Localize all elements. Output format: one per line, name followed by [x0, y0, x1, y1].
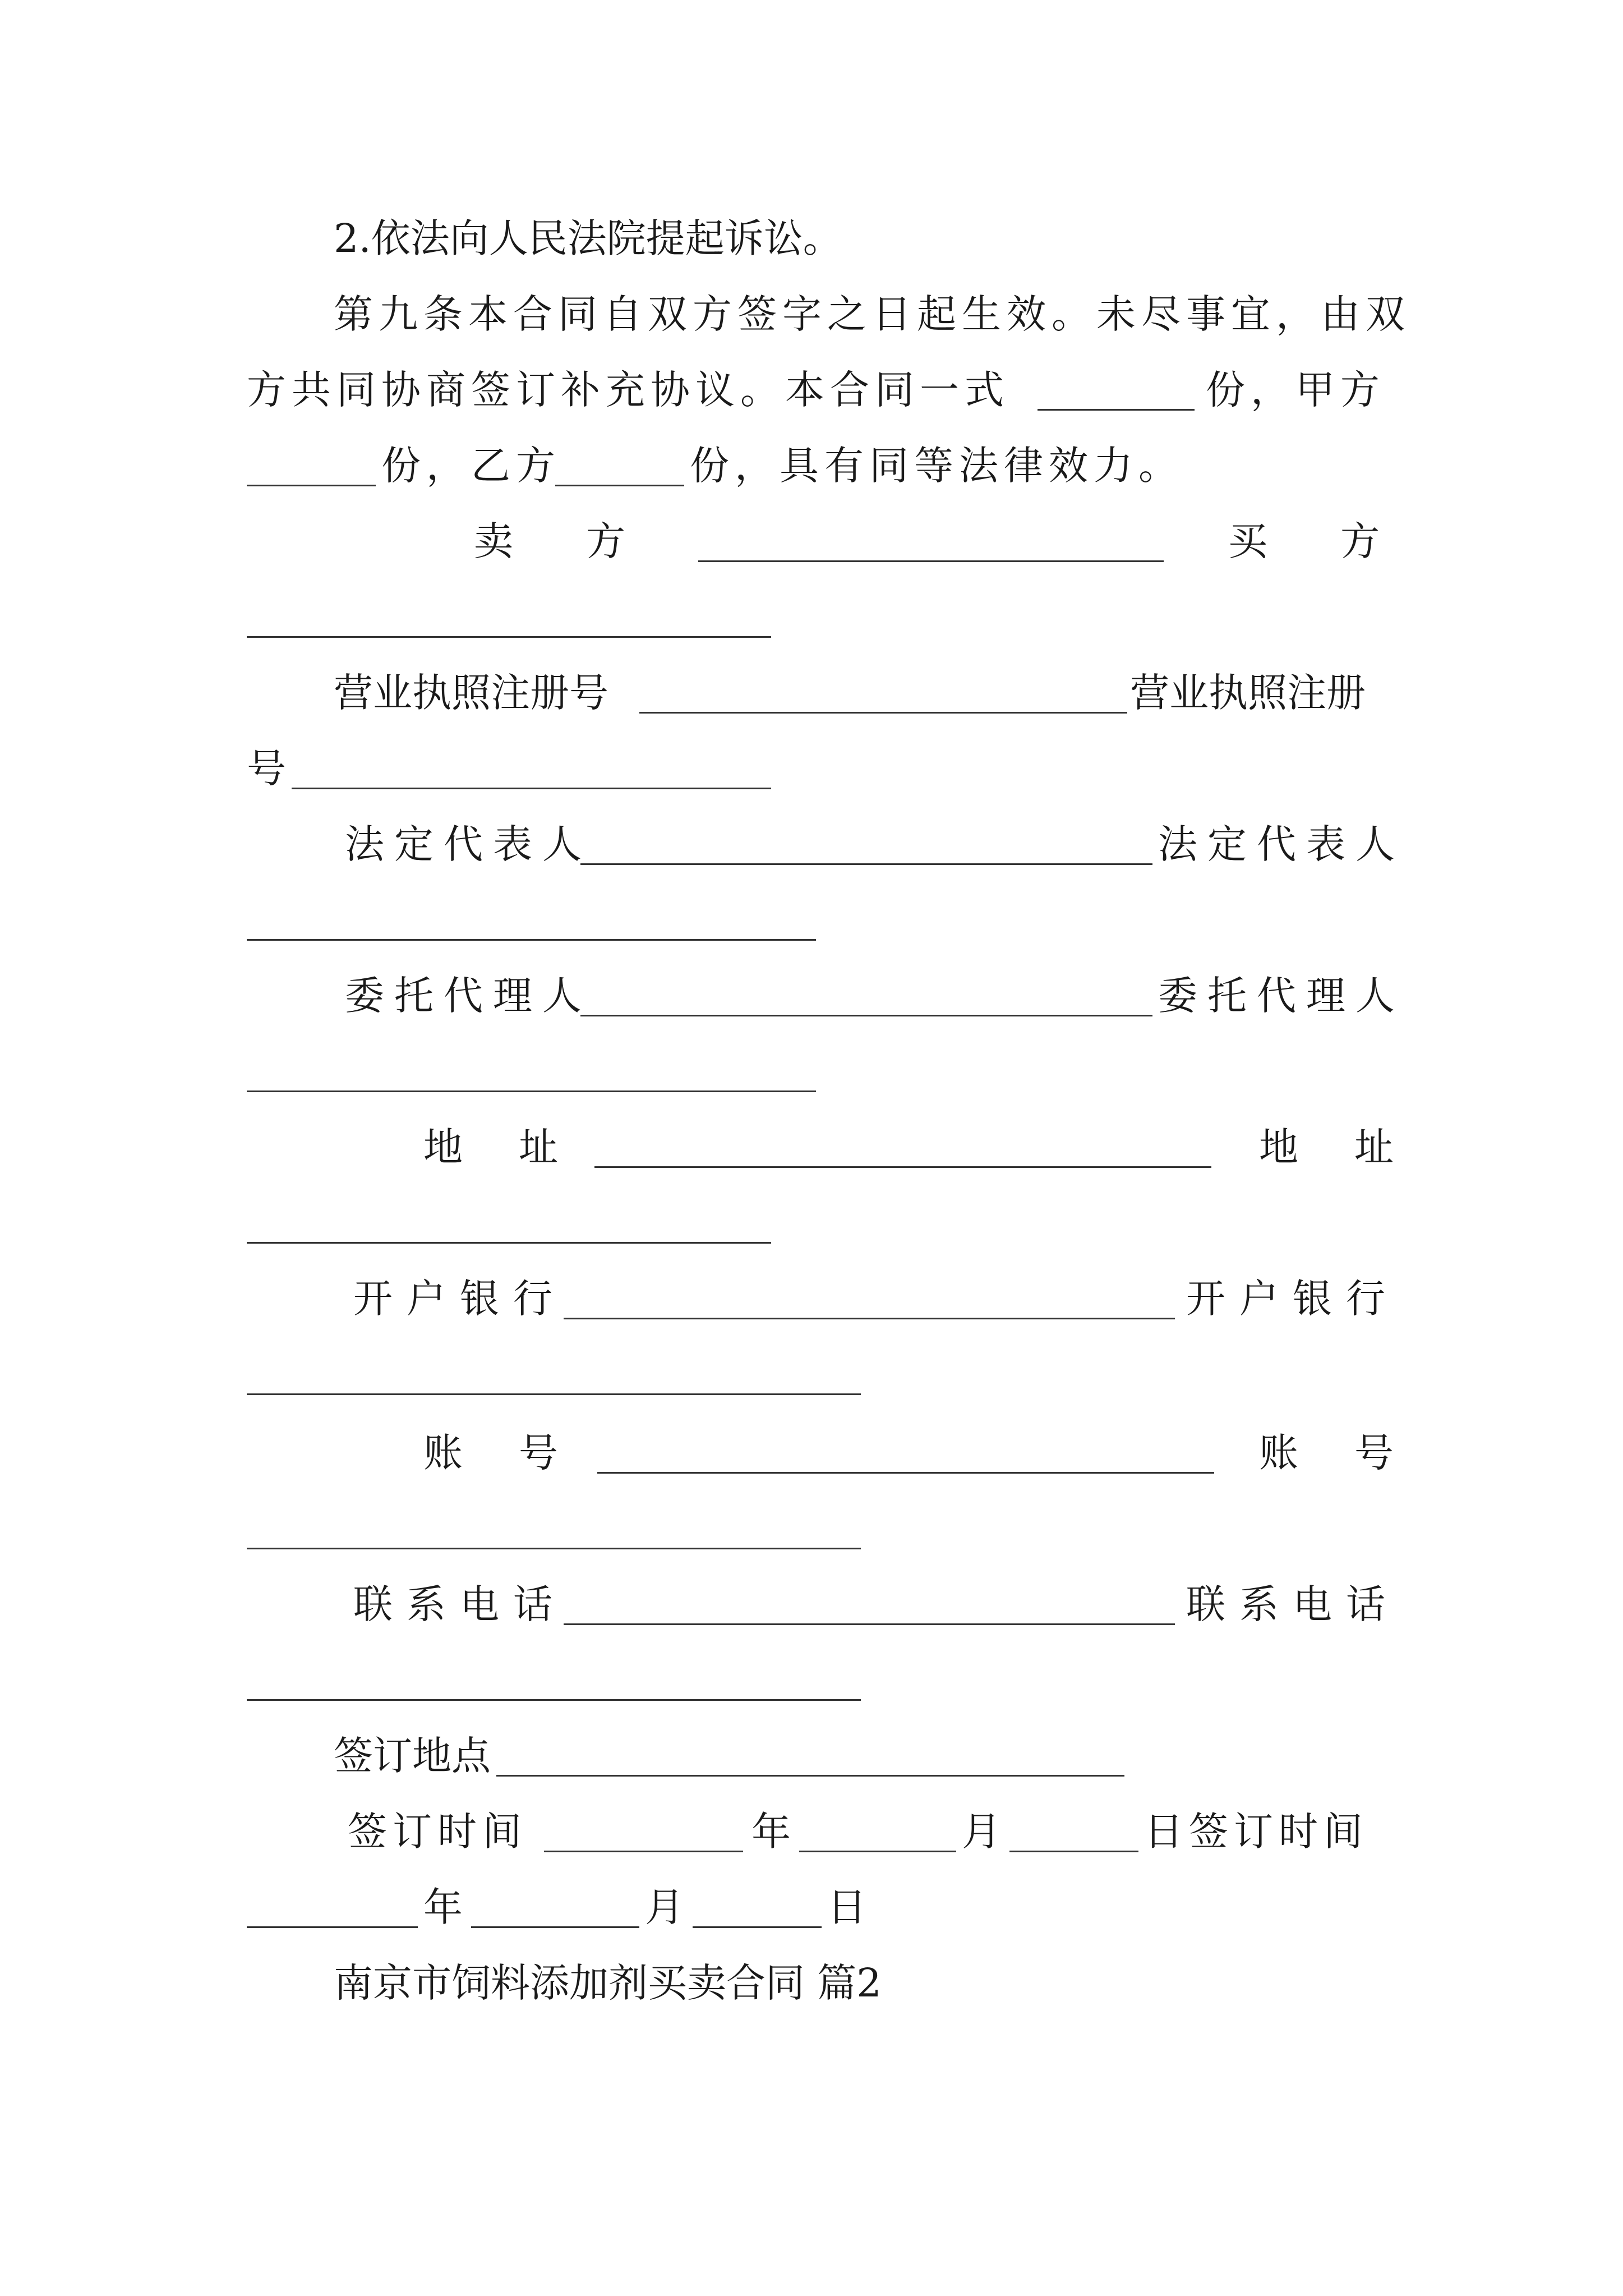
sign-day-buyer-label: 日	[827, 1884, 866, 1930]
sign-place-label: 签订地点	[334, 1733, 491, 1779]
phone-label-seller: 联系电话	[353, 1581, 566, 1627]
legal-rep-row	[0, 816, 1623, 872]
article-9-text: 方共同协商签订补充协议。本合同一式	[247, 367, 1009, 413]
account-label-buyer: 账号	[1259, 1430, 1450, 1476]
sign-year-buyer-blank	[247, 1926, 418, 1928]
sign-month-seller-label: 月	[962, 1809, 1001, 1855]
legal-rep-buyer-row	[0, 892, 1623, 948]
sign-time-buyer-row	[0, 1879, 1623, 1935]
license-buyer-blank	[292, 788, 771, 789]
account-buyer-blank	[247, 1548, 861, 1549]
bank-row	[0, 1271, 1623, 1327]
sign-month-seller-blank	[799, 1851, 956, 1852]
address-label-buyer: 地址	[1259, 1124, 1450, 1170]
article-9-text: 份，乙方	[381, 443, 561, 489]
account-buyer-row	[0, 1501, 1623, 1557]
license-row-cont	[0, 740, 1623, 797]
copies-party-b-blank	[555, 485, 684, 486]
seller-buyer-row	[0, 513, 1623, 569]
buyer-blank	[247, 636, 771, 638]
clause-text: 2.依法向人民法院提起诉讼。	[334, 215, 842, 261]
clause-item-2	[0, 210, 1623, 266]
address-label-seller: 地址	[423, 1124, 614, 1170]
address-seller-blank	[594, 1166, 1211, 1168]
address-row	[0, 1119, 1623, 1175]
legal-rep-label-seller: 法定代表人	[345, 821, 592, 867]
bank-label-buyer: 开户银行	[1186, 1276, 1399, 1322]
article-9-line-1	[0, 286, 1623, 342]
next-contract-title-row	[0, 1955, 1623, 2011]
sign-year-seller-blank	[544, 1851, 743, 1852]
article-9-text: 份，甲方	[1206, 367, 1385, 413]
agent-label-seller: 委托代理人	[345, 973, 592, 1019]
article-9-line-3	[0, 438, 1623, 494]
next-contract-title: 南京市饲料添加剂买卖合同 篇2	[334, 1960, 882, 2006]
phone-label-buyer: 联系电话	[1186, 1581, 1399, 1627]
phone-buyer-row	[0, 1652, 1623, 1708]
sign-time-label-seller: 签订时间	[348, 1809, 527, 1855]
sign-year-buyer-label: 年	[423, 1884, 463, 1930]
license-label-seller: 营业执照注册号	[334, 670, 608, 716]
bank-seller-blank	[564, 1318, 1175, 1319]
address-buyer-blank	[247, 1242, 771, 1244]
sign-day-and-buyer-time-label: 日签订时间	[1144, 1809, 1368, 1855]
account-row	[0, 1425, 1623, 1481]
article-9-text: 份，具有同等法律效力。	[690, 443, 1183, 489]
address-buyer-row	[0, 1195, 1623, 1251]
copies-total-blank	[1038, 409, 1195, 411]
bank-buyer-blank	[247, 1393, 861, 1395]
agent-row	[0, 968, 1623, 1024]
agent-seller-blank	[580, 1015, 1152, 1016]
phone-seller-blank	[564, 1623, 1175, 1625]
sign-year-seller-label: 年	[751, 1809, 791, 1855]
sign-month-buyer-blank	[471, 1926, 639, 1928]
article-9-text: 第九条本合同自双方签字之日起生效。未尽事宜，由双	[334, 291, 1410, 337]
sign-month-buyer-label: 月	[645, 1884, 684, 1930]
legal-rep-buyer-blank	[247, 939, 816, 941]
article-9-line-2	[0, 362, 1623, 418]
agent-buyer-blank	[247, 1091, 816, 1092]
copies-party-a-blank	[247, 485, 376, 486]
account-seller-blank	[597, 1472, 1214, 1474]
license-label-buyer-cont: 号	[247, 746, 286, 792]
agent-label-buyer: 委托代理人	[1158, 973, 1405, 1019]
license-row	[0, 665, 1623, 721]
account-label-seller: 账号	[423, 1430, 614, 1476]
sign-day-buyer-blank	[693, 1926, 822, 1928]
buyer-blank-row	[0, 589, 1623, 645]
phone-buyer-blank	[247, 1699, 861, 1701]
phone-row	[0, 1576, 1623, 1632]
license-seller-blank	[639, 712, 1127, 714]
sign-day-seller-blank	[1009, 1851, 1138, 1852]
bank-buyer-row	[0, 1346, 1623, 1402]
buyer-label: 买方	[1228, 518, 1453, 564]
sign-place-row	[0, 1728, 1623, 1784]
sign-place-blank	[496, 1775, 1124, 1777]
seller-blank	[698, 560, 1164, 562]
sign-time-row	[0, 1803, 1623, 1860]
license-label-buyer: 营业执照注册	[1130, 670, 1366, 716]
legal-rep-label-buyer: 法定代表人	[1158, 821, 1405, 867]
bank-label-seller: 开户银行	[353, 1276, 566, 1322]
seller-label: 卖方	[474, 518, 698, 564]
legal-rep-seller-blank	[580, 863, 1152, 865]
agent-buyer-row	[0, 1043, 1623, 1099]
